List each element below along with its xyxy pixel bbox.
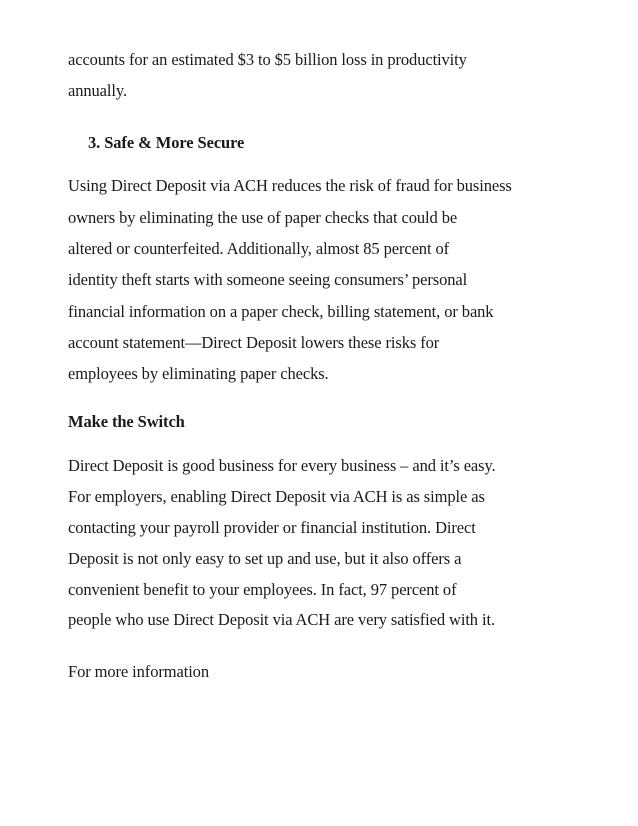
paragraph-line: altered or counterfeited. Additionally, almost 85 percent of	[68, 239, 450, 258]
paragraph-line: Deposit is not only easy to set up and use, but it also offers a	[68, 549, 462, 568]
intro-line-1: accounts for an estimated $3 to $5 billion loss in productivity	[68, 50, 467, 69]
paragraph-line: people who use Direct Deposit via ACH are very satisfied with it.	[68, 610, 495, 629]
intro-line-2: annually.	[68, 81, 127, 100]
paragraph-line: For employers, enabling Direct Deposit via ACH is as simple as	[68, 487, 485, 506]
paragraph-line: Direct Deposit is good business for every business – and it’s easy.	[68, 456, 496, 475]
closing-line: For more information	[68, 662, 209, 681]
section-heading-safe: 3. Safe & More Secure	[88, 133, 245, 152]
paragraph-line: convenient benefit to your employees. In fact, 97 percent of	[68, 580, 457, 599]
paragraph-line: financial information on a paper check, billing statement, or bank	[68, 302, 494, 321]
paragraph-line: Using Direct Deposit via ACH reduces the risk of fraud for business	[68, 176, 512, 195]
section-heading-switch: Make the Switch	[68, 412, 185, 431]
paragraph-line: contacting your payroll provider or financial institution. Direct	[68, 518, 476, 537]
paragraph-line: employees by eliminating paper checks.	[68, 364, 329, 383]
paragraph-line: account statement—Direct Deposit lowers these risks for	[68, 333, 440, 352]
paragraph-line: owners by eliminating the use of paper checks that could be	[68, 208, 458, 227]
paragraph-line: identity theft starts with someone seeing consumers’ personal	[68, 270, 468, 289]
